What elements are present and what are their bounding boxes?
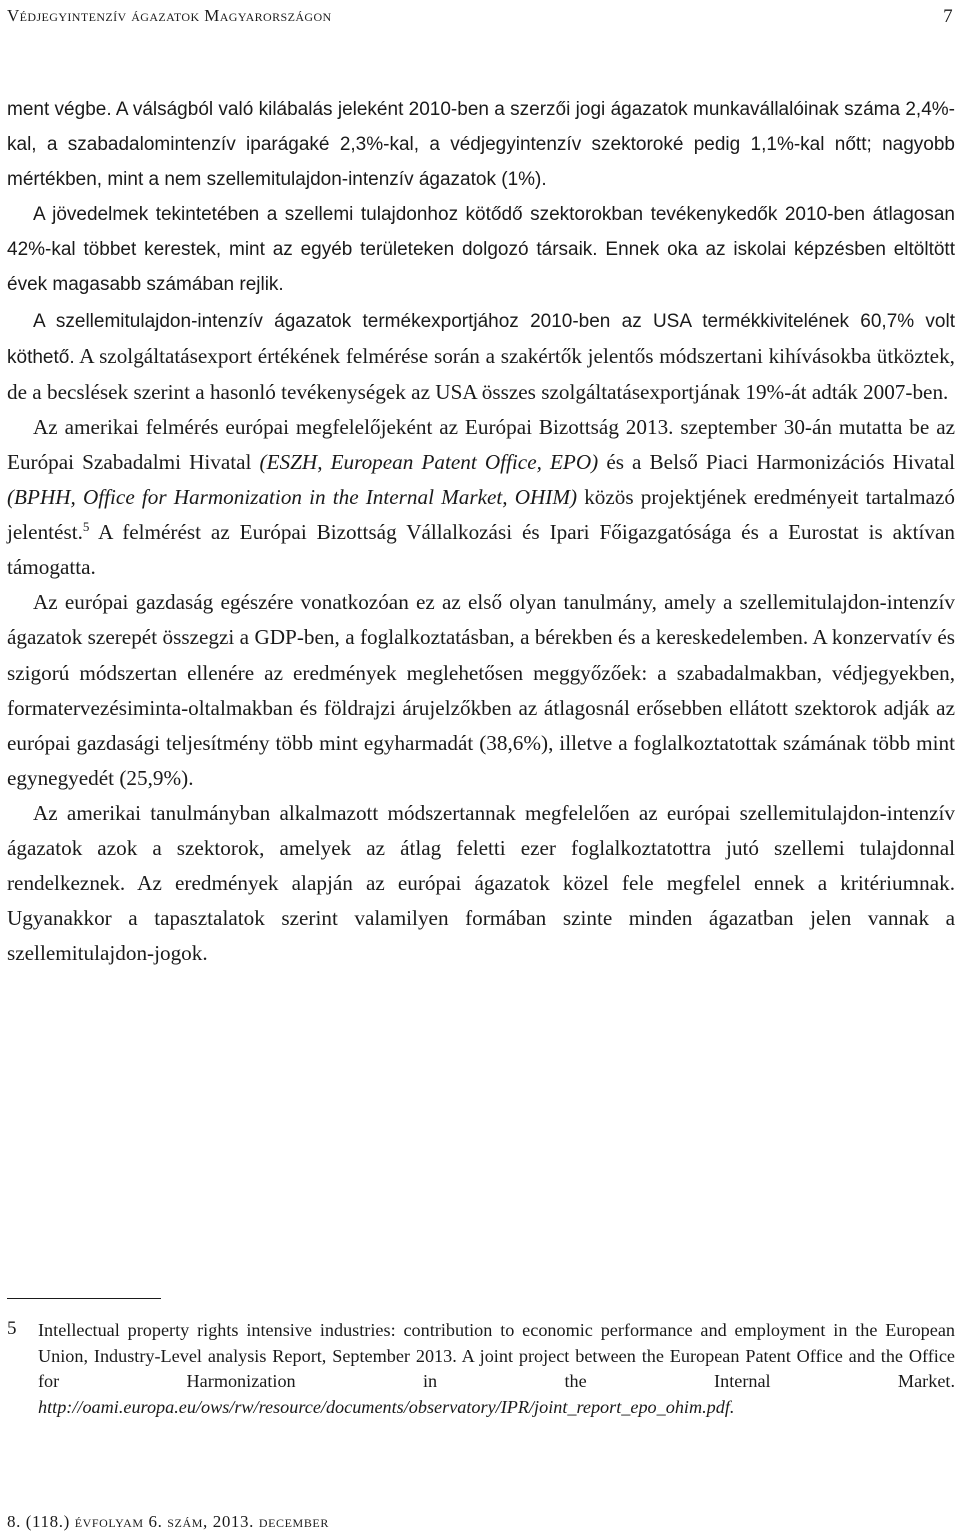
running-header <box>7 2 953 32</box>
footnote-divider <box>7 1298 161 1299</box>
paragraph-4-part-e: közös projektjének eredményeit tartalmazó jelentést. <box>7 485 955 545</box>
paragraph-3 <box>7 303 955 410</box>
paragraph-2: A jövedelmek tekintetében a szellemi tulajdonhoz kötődő szektorokban tevékenykedők 2010-ben átlagosan 42%-kal többet kerestek, mint az egyéb területeken dolgozó társaik. Ennek oka az iskolai képzésben eltöltött évek magasabb számában rejlik. <box>7 204 955 296</box>
page-number: 7 <box>943 6 953 27</box>
paragraph-4-part-c: és a Belső Piaci Harmonizációs Hivatal <box>606 449 956 474</box>
paragraph-1: ment végbe. A válságból való kilábalás jeleként 2010-ben a szerzői jogi ágazatok munkavállalóinak száma 2,4%-kal, a szabadalomintenzív iparágaké 2,3%-kal, a védjegyintenzív szektoroké pedig 1,1%-kal nőtt; nagyobb mértékben, mint a nem szellemitulajdon-intenzív ágazatok (1%). <box>7 99 955 191</box>
paragraph-3-sans-part: A szellemitulajdon-intenzív ágazatok termékexportjához 2010-ben az USA termékkivitelének 60,7% volt köthető. <box>7 310 955 368</box>
footnote <box>7 1318 955 1421</box>
paragraph-5: Az európai gazdaság egészére vonatkozóan ez az első olyan tanulmány, amely a szellemitulajdon-intenzív ágazatok szerepét összegzi a GDP-ben, a foglalkoztatásban, a bérekben és a kereskedelemben. A konzervatív és szigorú módszertan ellenére az eredmények meglehetősen meggyőzőek: a szabadalmakban, védjegyekben, formatervezésiminta-oltalmakban és földrajzi árujelzőkben az átlagosnál erősebben ellátott szektorok adják az európai gazdasági teljesítmény több mint egyharmadát (38,6%), illetve a foglalkoztatottak számának több mint egynegyedét (25,9%). <box>7 590 955 790</box>
footnote-reference[interactable]: 5 <box>82 519 90 535</box>
espo-abbreviation: (ESZH, European Patent Office, EPO) <box>259 449 599 474</box>
paragraph-3-serif-part: A szolgáltatásexport értékének felmérése során a szakértők jelentős módszertani kihívásokba ütköztek, de a becslések szerint a hasonló tevékenységek az USA összes szolgáltatásexportjának 19%-át adták 2007-ben. <box>7 343 955 404</box>
footnote-url[interactable]: http://oami.europa.eu/ows/rw/resource/documents/observatory/IPR/joint_report_epo_ohim.pdf. <box>38 1397 735 1418</box>
footnote-mark: 5 <box>7 1318 17 1339</box>
running-title: Védjegyintenzív ágazatok Magyarországon <box>7 6 332 25</box>
main-text <box>7 92 955 971</box>
paragraph-4 <box>7 410 955 585</box>
bphh-abbreviation: (BPHH, Office for Harmonization in the Internal Market, OHIM) <box>7 485 578 510</box>
paragraph-4-part-f: A felmérést az Európai Bizottság Vállalkozási és Ipari Főigazgatósága és a Eurostat is aktívan támogatta. <box>7 520 955 580</box>
paragraph-4-part-a: Az amerikai felmérés európai megfelelőjeként az Európai Bizottság 2013. szeptember 30-án mutatta be az Európai Szabadalmi Hivatal <box>7 414 955 474</box>
paragraph-6: Az amerikai tanulmányban alkalmazott módszertannak megfelelően az európai szellemitulajdon-intenzív ágazatok azok a szektorok, amelyek az átlag feletti ezer foglalkoztatottra jutó szellemi tulajdonnal rendelkeznek. Az eredmények alapján az európai ágazatok közel fele megfelel ennek a kritériumnak. Ugyanakkor a tapasztalatok szerint valamilyen formában szinte minden ágazatban jelen vannak a szellemitulajdon-jogok. <box>7 800 955 966</box>
footnote-text <box>38 1318 955 1421</box>
issue-footer: 8. (118.) évfolyam 6. szám, 2013. december <box>7 1512 329 1531</box>
footnote-citation: Intellectual property rights intensive industries: contribution to economic performance and employment in the European Union, Industry-Level analysis Report, September 2013. A joint project between the European Patent Office and the Office for Harmonization in the Internal Market. <box>38 1320 955 1392</box>
